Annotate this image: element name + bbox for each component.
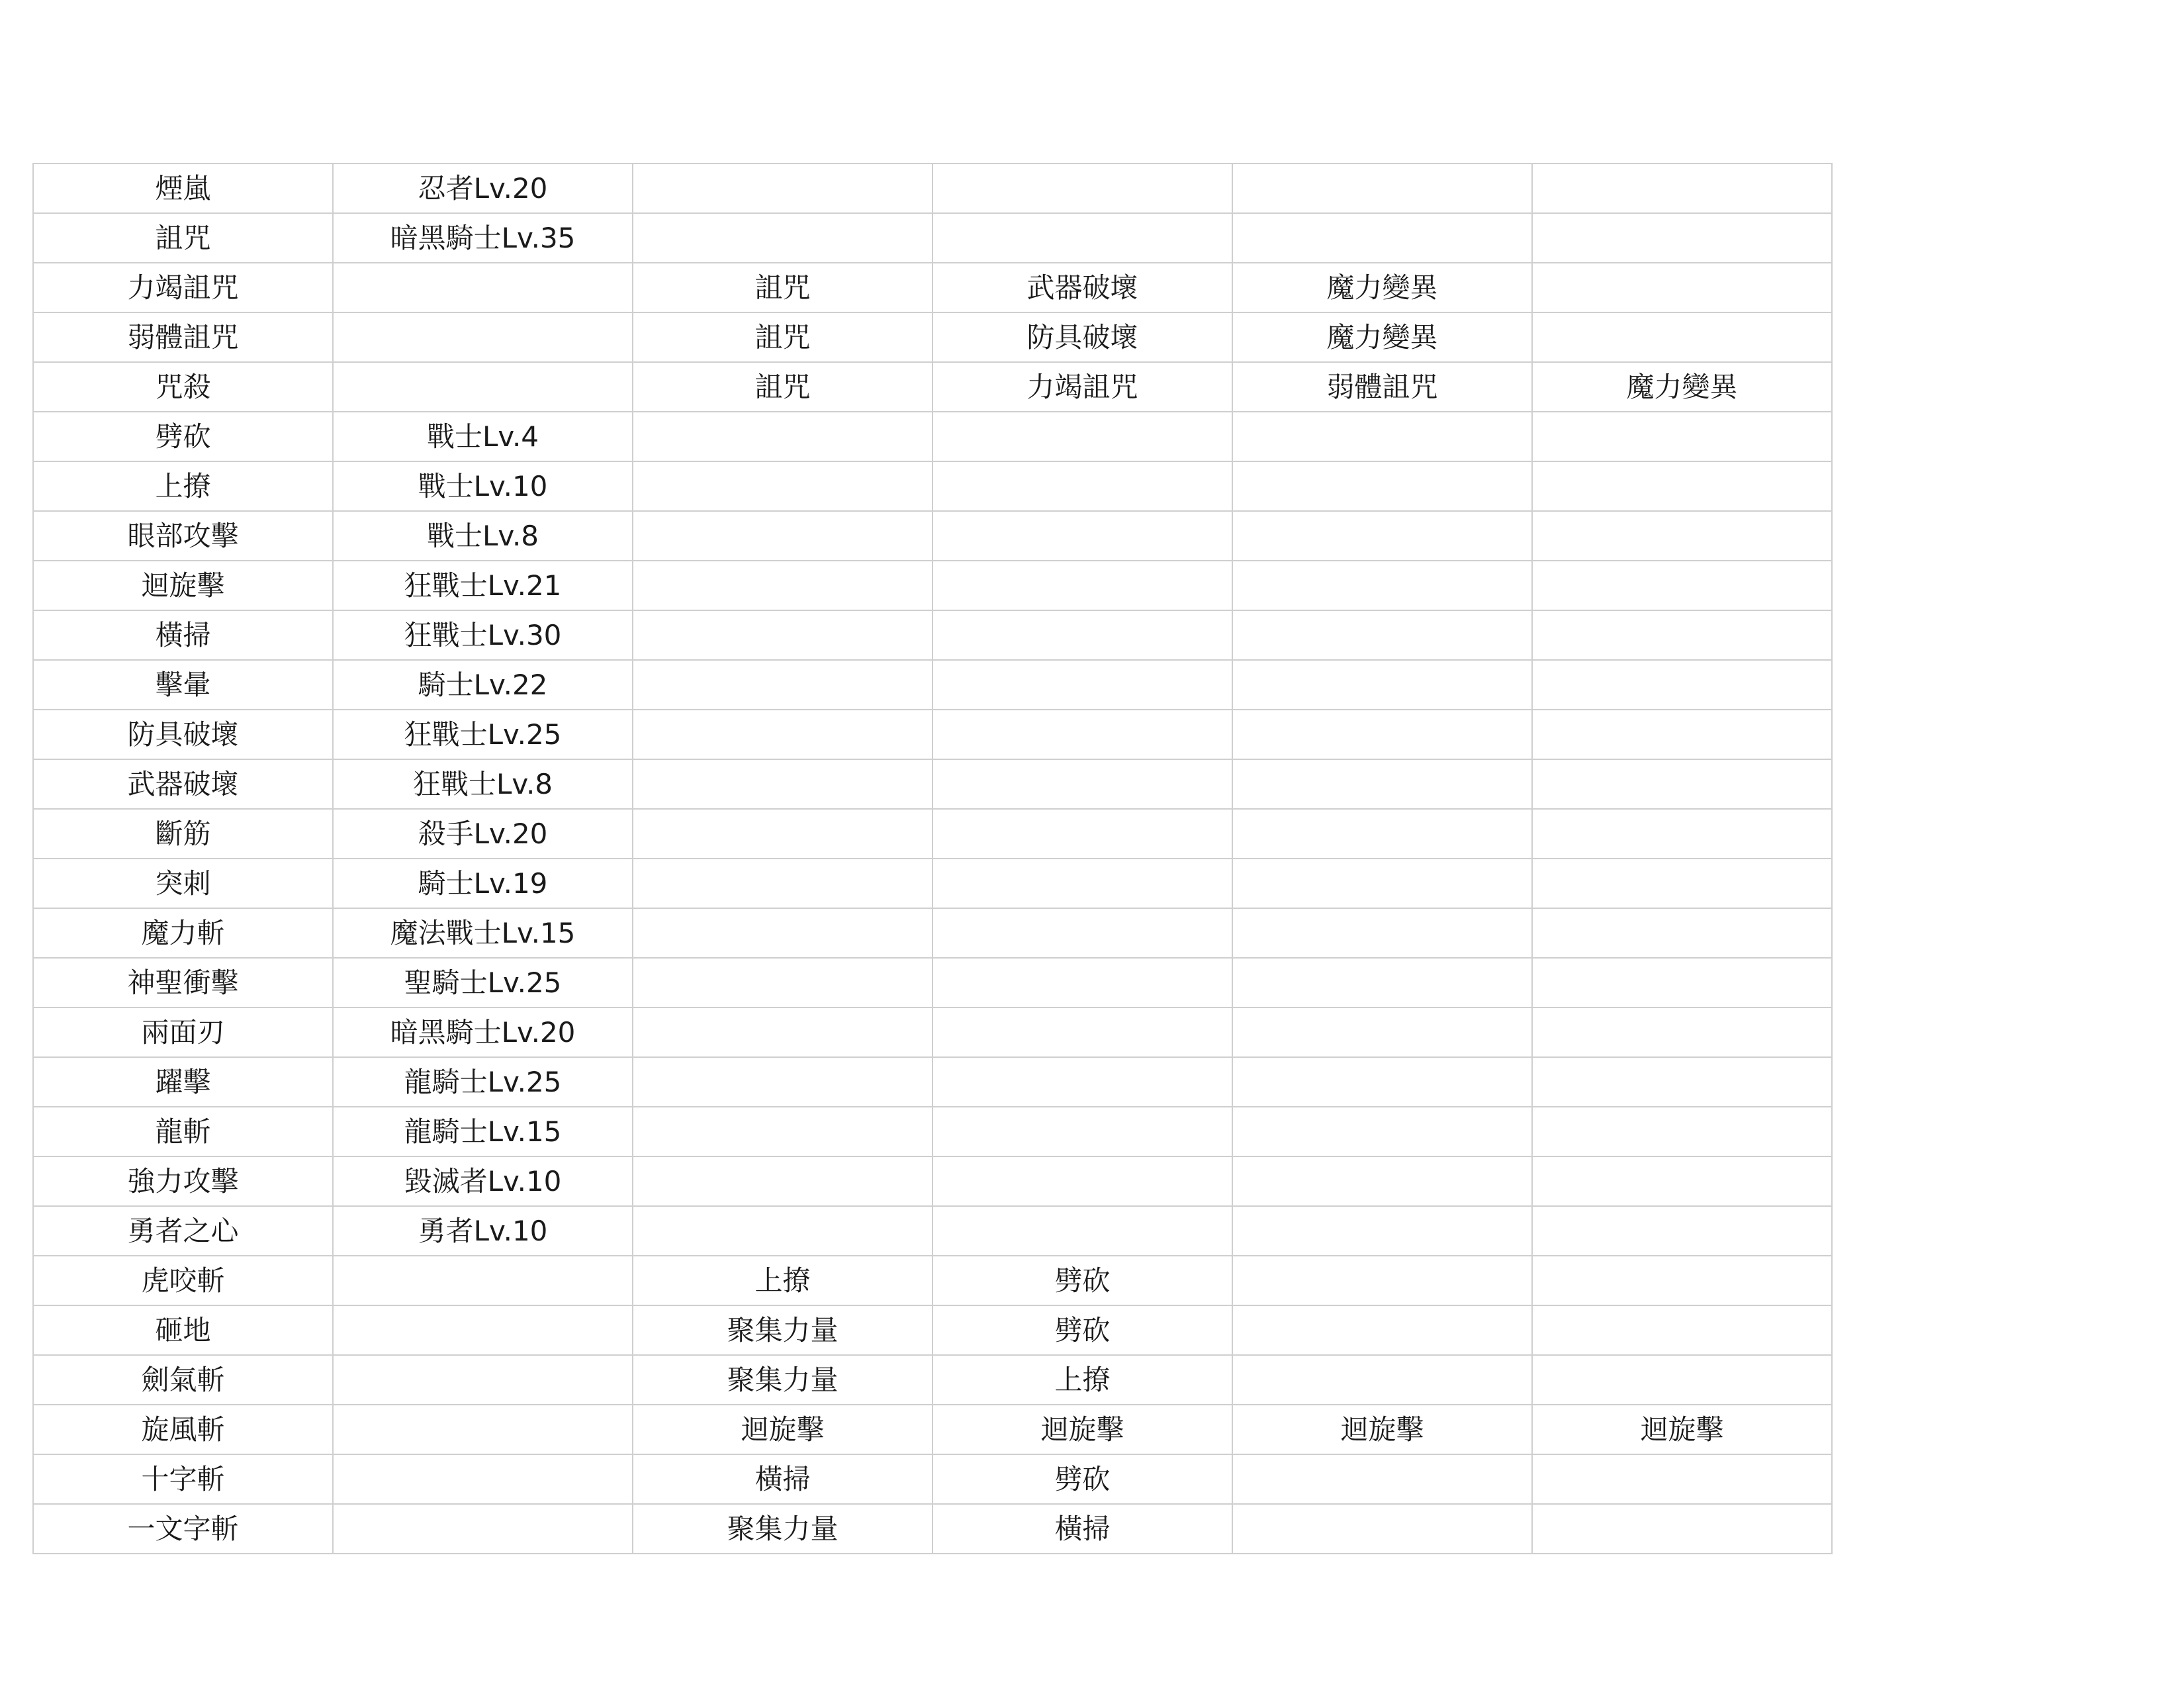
prerequisite-cell-2 xyxy=(933,958,1232,1008)
job-requirement-cell xyxy=(333,1405,633,1454)
table-row xyxy=(33,1256,1832,1305)
prerequisite-cell-3 xyxy=(1232,461,1532,511)
skill-name-cell: 斷筋 xyxy=(33,809,333,859)
prerequisite-cell-2 xyxy=(933,1156,1232,1206)
prerequisite-cell-3 xyxy=(1232,1256,1532,1305)
prerequisite-cell-4 xyxy=(1532,164,1832,213)
skill-name-cell: 砸地 xyxy=(33,1305,333,1355)
prerequisite-cell-2: 武器破壞 xyxy=(933,263,1232,312)
prerequisite-cell-2 xyxy=(933,1008,1232,1057)
skill-name-cell: 上撩 xyxy=(33,461,333,511)
prerequisite-cell-2: 劈砍 xyxy=(933,1305,1232,1355)
skill-name-cell: 煙嵐 xyxy=(33,164,333,213)
prerequisite-cell-1: 上撩 xyxy=(633,1256,933,1305)
prerequisite-cell-4 xyxy=(1532,561,1832,610)
prerequisite-cell-2 xyxy=(933,710,1232,759)
table-row xyxy=(33,610,1832,660)
prerequisite-cell-4 xyxy=(1532,1107,1832,1156)
prerequisite-cell-1 xyxy=(633,164,933,213)
prerequisite-cell-2 xyxy=(933,561,1232,610)
job-requirement-cell: 龍騎士Lv.15 xyxy=(333,1107,633,1156)
prerequisite-cell-1 xyxy=(633,859,933,908)
job-requirement-cell: 殺手Lv.20 xyxy=(333,809,633,859)
job-requirement-cell: 忍者Lv.20 xyxy=(333,164,633,213)
prerequisite-cell-4 xyxy=(1532,710,1832,759)
prerequisite-cell-4: 迴旋擊 xyxy=(1532,1405,1832,1454)
prerequisite-cell-3 xyxy=(1232,710,1532,759)
prerequisite-cell-3 xyxy=(1232,1008,1532,1057)
prerequisite-cell-2: 劈砍 xyxy=(933,1256,1232,1305)
prerequisite-cell-3 xyxy=(1232,213,1532,263)
prerequisite-cell-2 xyxy=(933,759,1232,809)
prerequisite-cell-3 xyxy=(1232,1107,1532,1156)
prerequisite-cell-3 xyxy=(1232,610,1532,660)
prerequisite-cell-3 xyxy=(1232,412,1532,461)
table-row xyxy=(33,1206,1832,1256)
job-requirement-cell xyxy=(333,1504,633,1554)
prerequisite-cell-3 xyxy=(1232,759,1532,809)
prerequisite-cell-1 xyxy=(633,759,933,809)
job-requirement-cell: 魔法戰士Lv.15 xyxy=(333,908,633,958)
skill-name-cell: 神聖衝擊 xyxy=(33,958,333,1008)
prerequisite-cell-3 xyxy=(1232,561,1532,610)
prerequisite-cell-4 xyxy=(1532,1057,1832,1107)
job-requirement-cell: 戰士Lv.4 xyxy=(333,412,633,461)
skill-name-cell: 咒殺 xyxy=(33,362,333,412)
prerequisite-cell-4 xyxy=(1532,1008,1832,1057)
prerequisite-cell-3 xyxy=(1232,660,1532,710)
job-requirement-cell: 暗黑騎士Lv.35 xyxy=(333,213,633,263)
prerequisite-cell-1 xyxy=(633,1057,933,1107)
job-requirement-cell: 聖騎士Lv.25 xyxy=(333,958,633,1008)
skill-name-cell: 一文字斬 xyxy=(33,1504,333,1554)
prerequisite-cell-3 xyxy=(1232,809,1532,859)
prerequisite-cell-1: 聚集力量 xyxy=(633,1355,933,1405)
prerequisite-cell-3: 弱體詛咒 xyxy=(1232,362,1532,412)
job-requirement-cell: 暗黑騎士Lv.20 xyxy=(333,1008,633,1057)
job-requirement-cell: 狂戰士Lv.8 xyxy=(333,759,633,809)
prerequisite-cell-4 xyxy=(1532,213,1832,263)
prerequisite-cell-2 xyxy=(933,809,1232,859)
skill-name-cell: 虎咬斬 xyxy=(33,1256,333,1305)
prerequisite-cell-3: 魔力變異 xyxy=(1232,263,1532,312)
prerequisite-cell-2: 劈砍 xyxy=(933,1454,1232,1504)
job-requirement-cell xyxy=(333,1305,633,1355)
job-requirement-cell xyxy=(333,1256,633,1305)
job-requirement-cell: 龍騎士Lv.25 xyxy=(333,1057,633,1107)
prerequisite-cell-2: 上撩 xyxy=(933,1355,1232,1405)
prerequisite-cell-3 xyxy=(1232,1156,1532,1206)
job-requirement-cell xyxy=(333,362,633,412)
prerequisite-cell-3 xyxy=(1232,908,1532,958)
table-row xyxy=(33,1504,1832,1554)
prerequisite-cell-1: 詛咒 xyxy=(633,312,933,362)
skill-name-cell: 防具破壞 xyxy=(33,710,333,759)
prerequisite-cell-3 xyxy=(1232,859,1532,908)
prerequisite-cell-4 xyxy=(1532,461,1832,511)
prerequisite-cell-4: 魔力變異 xyxy=(1532,362,1832,412)
prerequisite-cell-4 xyxy=(1532,1156,1832,1206)
table-row xyxy=(33,1355,1832,1405)
prerequisite-cell-1: 聚集力量 xyxy=(633,1504,933,1554)
prerequisite-cell-2: 防具破壞 xyxy=(933,312,1232,362)
table-row xyxy=(33,263,1832,312)
prerequisite-cell-2 xyxy=(933,610,1232,660)
table-row xyxy=(33,561,1832,610)
job-requirement-cell: 狂戰士Lv.30 xyxy=(333,610,633,660)
prerequisite-cell-3 xyxy=(1232,511,1532,561)
skill-name-cell: 弱體詛咒 xyxy=(33,312,333,362)
skill-name-cell: 勇者之心 xyxy=(33,1206,333,1256)
prerequisite-cell-3 xyxy=(1232,958,1532,1008)
prerequisite-cell-1 xyxy=(633,1156,933,1206)
prerequisite-cell-2 xyxy=(933,412,1232,461)
table-row xyxy=(33,461,1832,511)
job-requirement-cell: 狂戰士Lv.21 xyxy=(333,561,633,610)
table-row xyxy=(33,710,1832,759)
prerequisite-cell-2 xyxy=(933,1107,1232,1156)
job-requirement-cell: 毀滅者Lv.10 xyxy=(333,1156,633,1206)
prerequisite-cell-3: 魔力變異 xyxy=(1232,312,1532,362)
prerequisite-cell-1: 詛咒 xyxy=(633,362,933,412)
table-row xyxy=(33,164,1832,213)
prerequisite-cell-1 xyxy=(633,710,933,759)
table-row xyxy=(33,958,1832,1008)
table-row xyxy=(33,660,1832,710)
prerequisite-cell-4 xyxy=(1532,1305,1832,1355)
prerequisite-cell-4 xyxy=(1532,660,1832,710)
prerequisite-cell-2: 橫掃 xyxy=(933,1504,1232,1554)
skill-name-cell: 龍斬 xyxy=(33,1107,333,1156)
prerequisite-cell-1 xyxy=(633,1008,933,1057)
prerequisite-cell-1 xyxy=(633,958,933,1008)
prerequisite-cell-1 xyxy=(633,213,933,263)
prerequisite-cell-1: 橫掃 xyxy=(633,1454,933,1504)
skill-name-cell: 眼部攻擊 xyxy=(33,511,333,561)
skill-name-cell: 劍氣斬 xyxy=(33,1355,333,1405)
skill-name-cell: 劈砍 xyxy=(33,412,333,461)
table-row xyxy=(33,412,1832,461)
prerequisite-cell-4 xyxy=(1532,859,1832,908)
prerequisite-cell-4 xyxy=(1532,1454,1832,1504)
skill-table xyxy=(32,163,1833,1554)
skill-name-cell: 擊暈 xyxy=(33,660,333,710)
prerequisite-cell-2 xyxy=(933,908,1232,958)
prerequisite-cell-1 xyxy=(633,1107,933,1156)
skill-name-cell: 力竭詛咒 xyxy=(33,263,333,312)
prerequisite-cell-1: 詛咒 xyxy=(633,263,933,312)
prerequisite-cell-3 xyxy=(1232,164,1532,213)
table-row xyxy=(33,1156,1832,1206)
prerequisite-cell-2 xyxy=(933,511,1232,561)
prerequisite-cell-1 xyxy=(633,610,933,660)
job-requirement-cell xyxy=(333,312,633,362)
job-requirement-cell: 騎士Lv.22 xyxy=(333,660,633,710)
table-row xyxy=(33,908,1832,958)
prerequisite-cell-4 xyxy=(1532,412,1832,461)
prerequisite-cell-1 xyxy=(633,561,933,610)
skill-name-cell: 十字斬 xyxy=(33,1454,333,1504)
prerequisite-cell-3 xyxy=(1232,1454,1532,1504)
prerequisite-cell-2: 迴旋擊 xyxy=(933,1405,1232,1454)
job-requirement-cell xyxy=(333,1355,633,1405)
job-requirement-cell xyxy=(333,263,633,312)
table-row xyxy=(33,312,1832,362)
prerequisite-cell-1 xyxy=(633,908,933,958)
skill-name-cell: 兩面刃 xyxy=(33,1008,333,1057)
job-requirement-cell: 狂戰士Lv.25 xyxy=(333,710,633,759)
prerequisite-cell-2 xyxy=(933,164,1232,213)
prerequisite-cell-1 xyxy=(633,1206,933,1256)
skill-name-cell: 橫掃 xyxy=(33,610,333,660)
skill-name-cell: 迴旋擊 xyxy=(33,561,333,610)
prerequisite-cell-2 xyxy=(933,859,1232,908)
prerequisite-cell-1 xyxy=(633,511,933,561)
prerequisite-cell-2 xyxy=(933,1206,1232,1256)
prerequisite-cell-3 xyxy=(1232,1355,1532,1405)
prerequisite-cell-1 xyxy=(633,461,933,511)
skill-name-cell: 強力攻擊 xyxy=(33,1156,333,1206)
prerequisite-cell-2 xyxy=(933,1057,1232,1107)
table-row xyxy=(33,859,1832,908)
prerequisite-cell-1: 聚集力量 xyxy=(633,1305,933,1355)
prerequisite-cell-4 xyxy=(1532,263,1832,312)
prerequisite-cell-2 xyxy=(933,213,1232,263)
table-row xyxy=(33,1107,1832,1156)
prerequisite-cell-4 xyxy=(1532,312,1832,362)
prerequisite-cell-1 xyxy=(633,412,933,461)
prerequisite-cell-2: 力竭詛咒 xyxy=(933,362,1232,412)
prerequisite-cell-4 xyxy=(1532,610,1832,660)
table-row xyxy=(33,362,1832,412)
prerequisite-cell-3 xyxy=(1232,1057,1532,1107)
table-row xyxy=(33,1057,1832,1107)
skill-name-cell: 魔力斬 xyxy=(33,908,333,958)
job-requirement-cell: 勇者Lv.10 xyxy=(333,1206,633,1256)
skill-name-cell: 詛咒 xyxy=(33,213,333,263)
prerequisite-cell-2 xyxy=(933,660,1232,710)
table-row xyxy=(33,1008,1832,1057)
prerequisite-cell-4 xyxy=(1532,958,1832,1008)
job-requirement-cell: 騎士Lv.19 xyxy=(333,859,633,908)
table-row xyxy=(33,1454,1832,1504)
prerequisite-cell-3 xyxy=(1232,1305,1532,1355)
table-row xyxy=(33,1405,1832,1454)
prerequisite-cell-3: 迴旋擊 xyxy=(1232,1405,1532,1454)
prerequisite-cell-3 xyxy=(1232,1504,1532,1554)
job-requirement-cell: 戰士Lv.10 xyxy=(333,461,633,511)
prerequisite-cell-4 xyxy=(1532,511,1832,561)
prerequisite-cell-1: 迴旋擊 xyxy=(633,1405,933,1454)
prerequisite-cell-4 xyxy=(1532,759,1832,809)
prerequisite-cell-4 xyxy=(1532,1504,1832,1554)
table-row xyxy=(33,213,1832,263)
job-requirement-cell: 戰士Lv.8 xyxy=(333,511,633,561)
job-requirement-cell xyxy=(333,1454,633,1504)
prerequisite-cell-4 xyxy=(1532,908,1832,958)
table-row xyxy=(33,759,1832,809)
skill-name-cell: 躍擊 xyxy=(33,1057,333,1107)
table-row xyxy=(33,809,1832,859)
prerequisite-cell-3 xyxy=(1232,1206,1532,1256)
prerequisite-cell-4 xyxy=(1532,809,1832,859)
skill-name-cell: 突刺 xyxy=(33,859,333,908)
skill-name-cell: 武器破壞 xyxy=(33,759,333,809)
prerequisite-cell-4 xyxy=(1532,1256,1832,1305)
prerequisite-cell-1 xyxy=(633,809,933,859)
prerequisite-cell-4 xyxy=(1532,1355,1832,1405)
prerequisite-cell-1 xyxy=(633,660,933,710)
skill-name-cell: 旋風斬 xyxy=(33,1405,333,1454)
skill-table-body xyxy=(33,164,1832,1554)
prerequisite-cell-4 xyxy=(1532,1206,1832,1256)
prerequisite-cell-2 xyxy=(933,461,1232,511)
table-row xyxy=(33,1305,1832,1355)
table-row xyxy=(33,511,1832,561)
